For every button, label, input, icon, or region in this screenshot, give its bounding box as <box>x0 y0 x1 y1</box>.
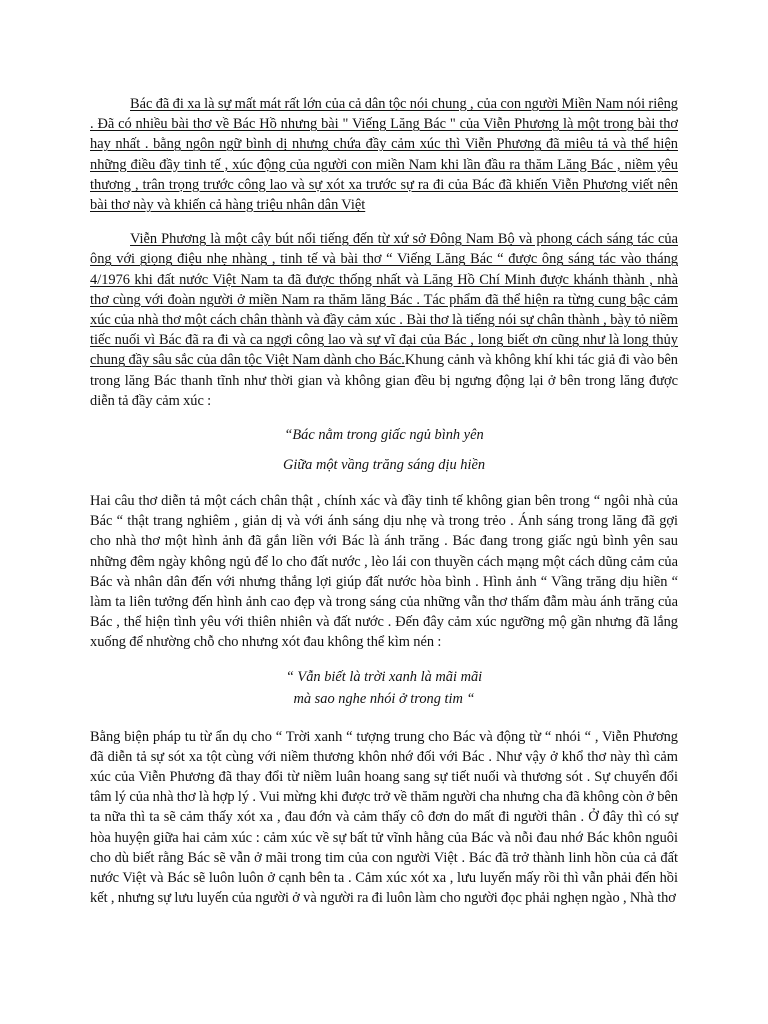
intro-paragraph: Bác đã đi xa là sự mất mát rất lớn của cả dân tộc nói chung , của con người Miền Nam nói riêng . Đã có nhiều bài thơ về Bác Hồ nhưng bài " Viếng Lăng Bác " của Viễn Phương là một trong bài thơ hay nhất . bằng ngôn ngữ bình dị nhưng chứa đầy cảm xúc thì Viễn Phương đã miêu tả và thể hiện những điều đầy tinh tế , xúc động của người con miền Nam khi lần đầu ra thăm Lăng Bác , niềm yêu thương , trân trọng trước công lao và sự xót xa trước sự ra đi của Bác đã khiến Viễn Phương viết nên bài thơ này và khiến cả hàng triệu nhân dân Việt <box>90 96 678 214</box>
author-paragraph-underlined-text: Viễn Phương là một cây bút nổi tiếng đến từ xứ sở Đông Nam Bộ và phong cách sáng tác của ông với giọng điệu nhẹ nhàng , tinh tế và bài thơ “ Viếng Lăng Bác “ được ông sáng tác vào tháng 4/1976 khi đất nước Việt Nam ta đã được thống nhất và Lăng Hồ Chí Minh được khánh thành , nhà thơ cùng với đoàn người ở miền Nam ra thăm lăng Bác . Tác phẩm đã thể hiện ra từng cung bậc cảm xúc của nhà thơ một cách chân thành và đầy cảm xúc . Bài thơ là tiếng nói sự chân thành , bày tỏ niềm tiếc nuối vì Bác đã ra đi và ca ngợi công lao và sự vĩ đại của Bác , long biết ơn cũng như là long thủy chung đầy sâu sắc của dân tộc Việt Nam dành cho Bác. <box>90 231 678 369</box>
verse-2-line-1: “ Vẫn biết là trời xanh là mãi mãi <box>285 668 483 685</box>
verse-1-line-2: Giữa một vầng trăng sáng dịu hiền <box>282 457 486 474</box>
author-paragraph-plain-text: Khung cảnh và không khí khi tác giả đi vào bên trong lăng Bác thanh tĩnh như thời gian và không gian đều bị ngưng động lại ở bên trong lăng được diễn tả đầy cảm xúc : <box>90 352 679 409</box>
analysis-paragraph-2: Bằng biện pháp tu từ ẩn dụ cho “ Trời xanh “ tượng trung cho Bác và động từ “ nhói “ , Viễn Phương đã diễn tả sự sót xa tột cùng với niềm thương khôn nhớ đối với Bác . Như vậy ở khổ thơ này thì cảm xúc của Viễn Phương đã thay đổi từ niềm luân hoang sang sự tiết nuối và thương sót . Sự chuyển đổi tâm lý của nhà thơ là hợp lý . Vui mừng khi được trở về thăm người cha nhưng cha đã không còn ở bên ta nữa thì ta sẽ cảm thấy xót xa , đau đớn và cảm thấy cô đơn do mất đi người thân . Ở đây thì có sự hòa huyện giữa hai cảm xúc : cảm xúc về sự bất tử vĩnh hằng của Bác và nỗi đau nhớ Bác khôn nguôi cho dù biết rằng Bác sẽ vẫn ở mãi trong tim của con người Việt . Bác đã trở thành linh hồn của cả đất nước Việt và Bác sẽ luôn luôn ở cạnh bên ta . Cảm xúc xót xa , lưu luyến mấy rồi thì vẫn phải đến hồi kết , nhưng sự lưu luyến của người ở và người ra đi luôn làm cho người đọc phải nghẹn ngào , Nhà thơ <box>90 728 678 907</box>
verse-1-line-1: “Bác nằm trong giấc ngủ bình yên <box>284 427 484 444</box>
verse-2-line-2: mà sao nghe nhói ở trong tim “ <box>293 690 475 707</box>
author-paragraph <box>90 229 678 411</box>
analysis-paragraph-1: Hai câu thơ diễn tả một cách chân thật , chính xác và đầy tinh tế không gian bên trong “ ngôi nhà của Bác “ thật trang nghiêm , giản dị và với ánh sáng dịu nhẹ và trong trẻo . Ánh sáng trong lăng đã gợi cho nhà thơ một hình ảnh đã gắn liền với Bác là ánh trăng . Bác đang trong giấc ngủ bình yên sau những đêm ngày không ngủ để lo cho đất nước , lèo lái con thuyền cách mạng một cách dũng cảm của Bác và nhân dân đến với nhưng thắng lợi giúp đất nước hòa bình . Hình ảnh “ Vầng trăng dịu hiền “ làm ta liên tưởng đến hình ảnh cao đẹp và trong sáng của những vẫn thơ thấm đẫm màu ánh trăng của Bác , thể hiện tình yêu với thiên nhiên và đất nước . Đến đây cảm xúc ngưỡng mộ gần nhưng đã lắng xuống để nhường chỗ cho nhưng xót đau không thể kìm nén : <box>90 493 678 651</box>
